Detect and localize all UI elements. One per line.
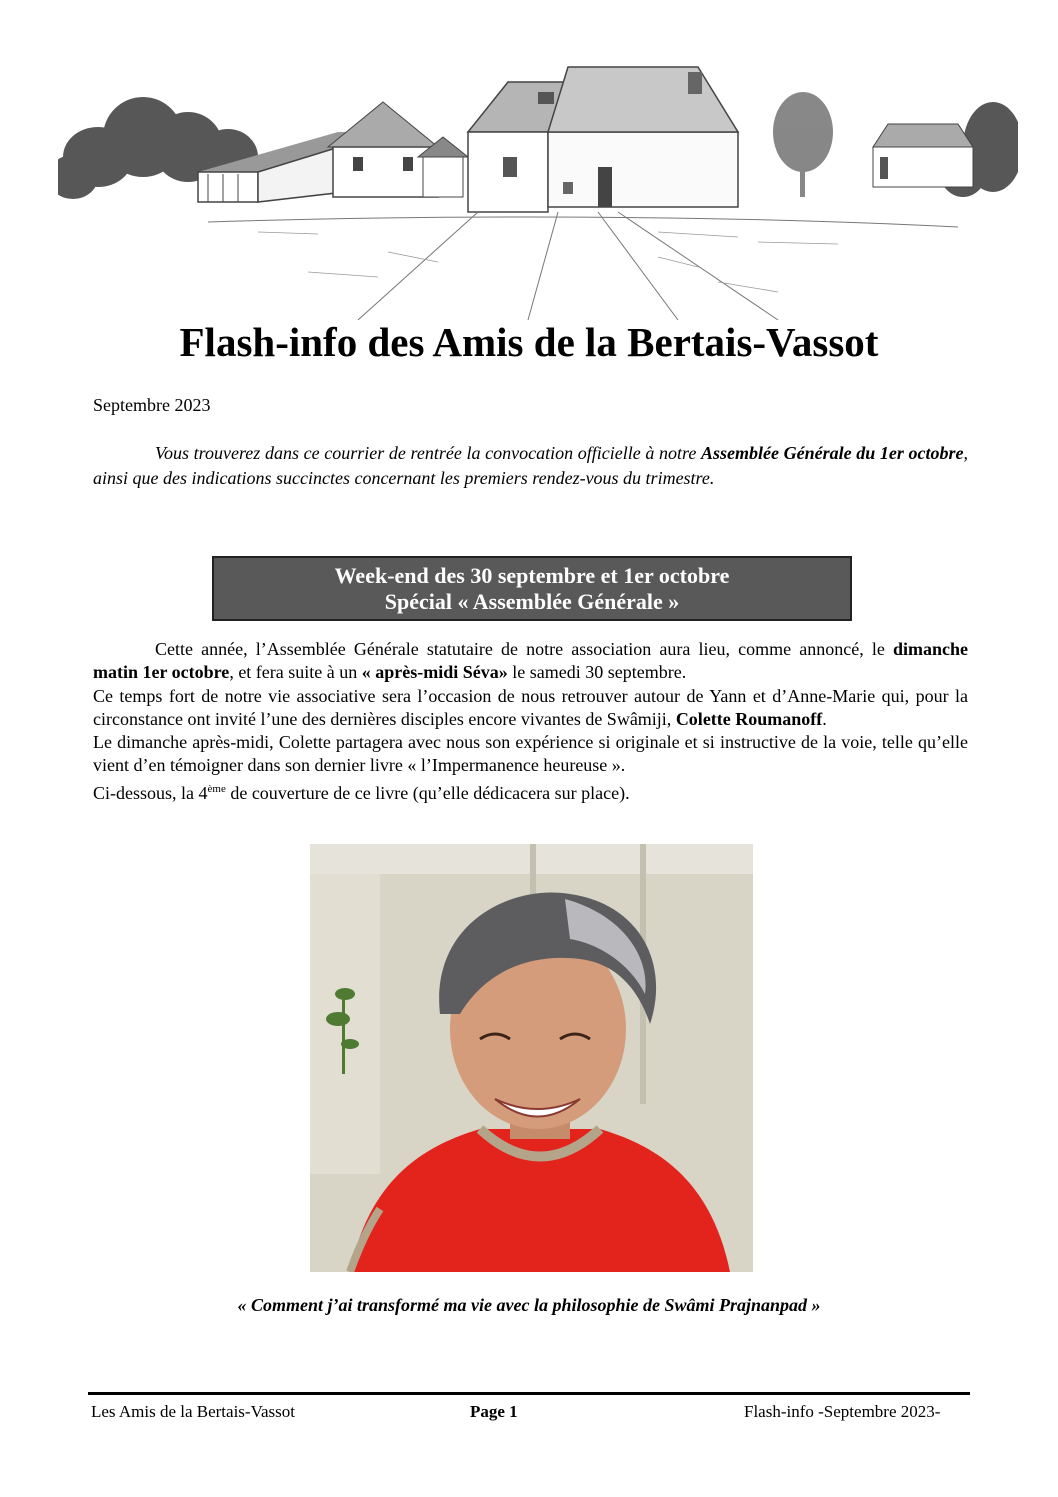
intro-paragraph xyxy=(93,441,968,491)
body-text-span: le samedi 30 septembre. xyxy=(507,662,687,683)
photo-caption: « Comment j’ai transformé ma vie avec la philosophie de Swâmi Prajnanpad » xyxy=(237,1295,821,1315)
section-banner xyxy=(212,556,852,621)
body-bold-date: dimanche matin 1er octobre xyxy=(93,639,968,683)
body-paragraph-2 xyxy=(93,685,968,732)
footer-organization: Les Amis de la Bertais-Vassot xyxy=(91,1402,295,1421)
body-bold-name: Colette Roumanoff xyxy=(675,708,823,729)
body-text xyxy=(93,638,968,805)
body-bold-event: « après-midi Séva» xyxy=(361,662,508,683)
footer-page-number: Page 1 xyxy=(470,1402,518,1421)
intro-bold: Assemblée Générale du 1er octobre xyxy=(700,443,964,463)
body-paragraph-3: Le dimanche après-midi, Colette partagera avec nous son expérience si originale et si instructive de la voie, telle qu’elle vient d’en témoigner dans son dernier livre « l’Impermanence heureuse ». xyxy=(93,732,968,776)
banner-line-2: Spécial « Assemblée Générale » xyxy=(384,588,680,614)
body-text-span: Ci-dessous, la 4 xyxy=(93,782,208,803)
body-superscript: ème xyxy=(207,782,226,795)
portrait-photo xyxy=(310,844,753,1272)
banner-line-1: Week-end des 30 septembre et 1er octobre xyxy=(334,562,730,588)
intro-text-1: Vous trouverez dans ce courrier de rentrée la convocation officielle à notre xyxy=(155,443,701,463)
intro-text-2: , ainsi que des indications succinctes concernant les premiers rendez-vous du trimestre. xyxy=(93,443,968,488)
body-text-span: . xyxy=(822,708,827,729)
body-paragraph-4 xyxy=(93,778,968,805)
issue-date: Septembre 2023 xyxy=(93,395,211,415)
footer-divider xyxy=(88,1392,970,1395)
page-title: Flash-info des Amis de la Bertais-Vassot xyxy=(179,319,879,365)
body-paragraph-1 xyxy=(93,638,968,685)
body-text-span: , et fera suite à un xyxy=(229,662,362,683)
body-text-span: Ce temps fort de notre vie associative sera l’occasion de nous retrouver autour de Yann et d’Anne-Marie qui, pour la circonstance ont invité l’une des dernières disciples encore vivantes de Swâmiji, xyxy=(93,685,968,729)
body-text-span: de couverture de ce livre (qu’elle dédicacera sur place). xyxy=(225,782,630,803)
farmhouse-illustration xyxy=(58,62,1018,320)
footer-issue: Flash-info -Septembre 2023- xyxy=(744,1402,941,1421)
body-text-span: Cette année, l’Assemblée Générale statutaire de notre association aura lieu, comme annoncé, le xyxy=(155,639,893,659)
